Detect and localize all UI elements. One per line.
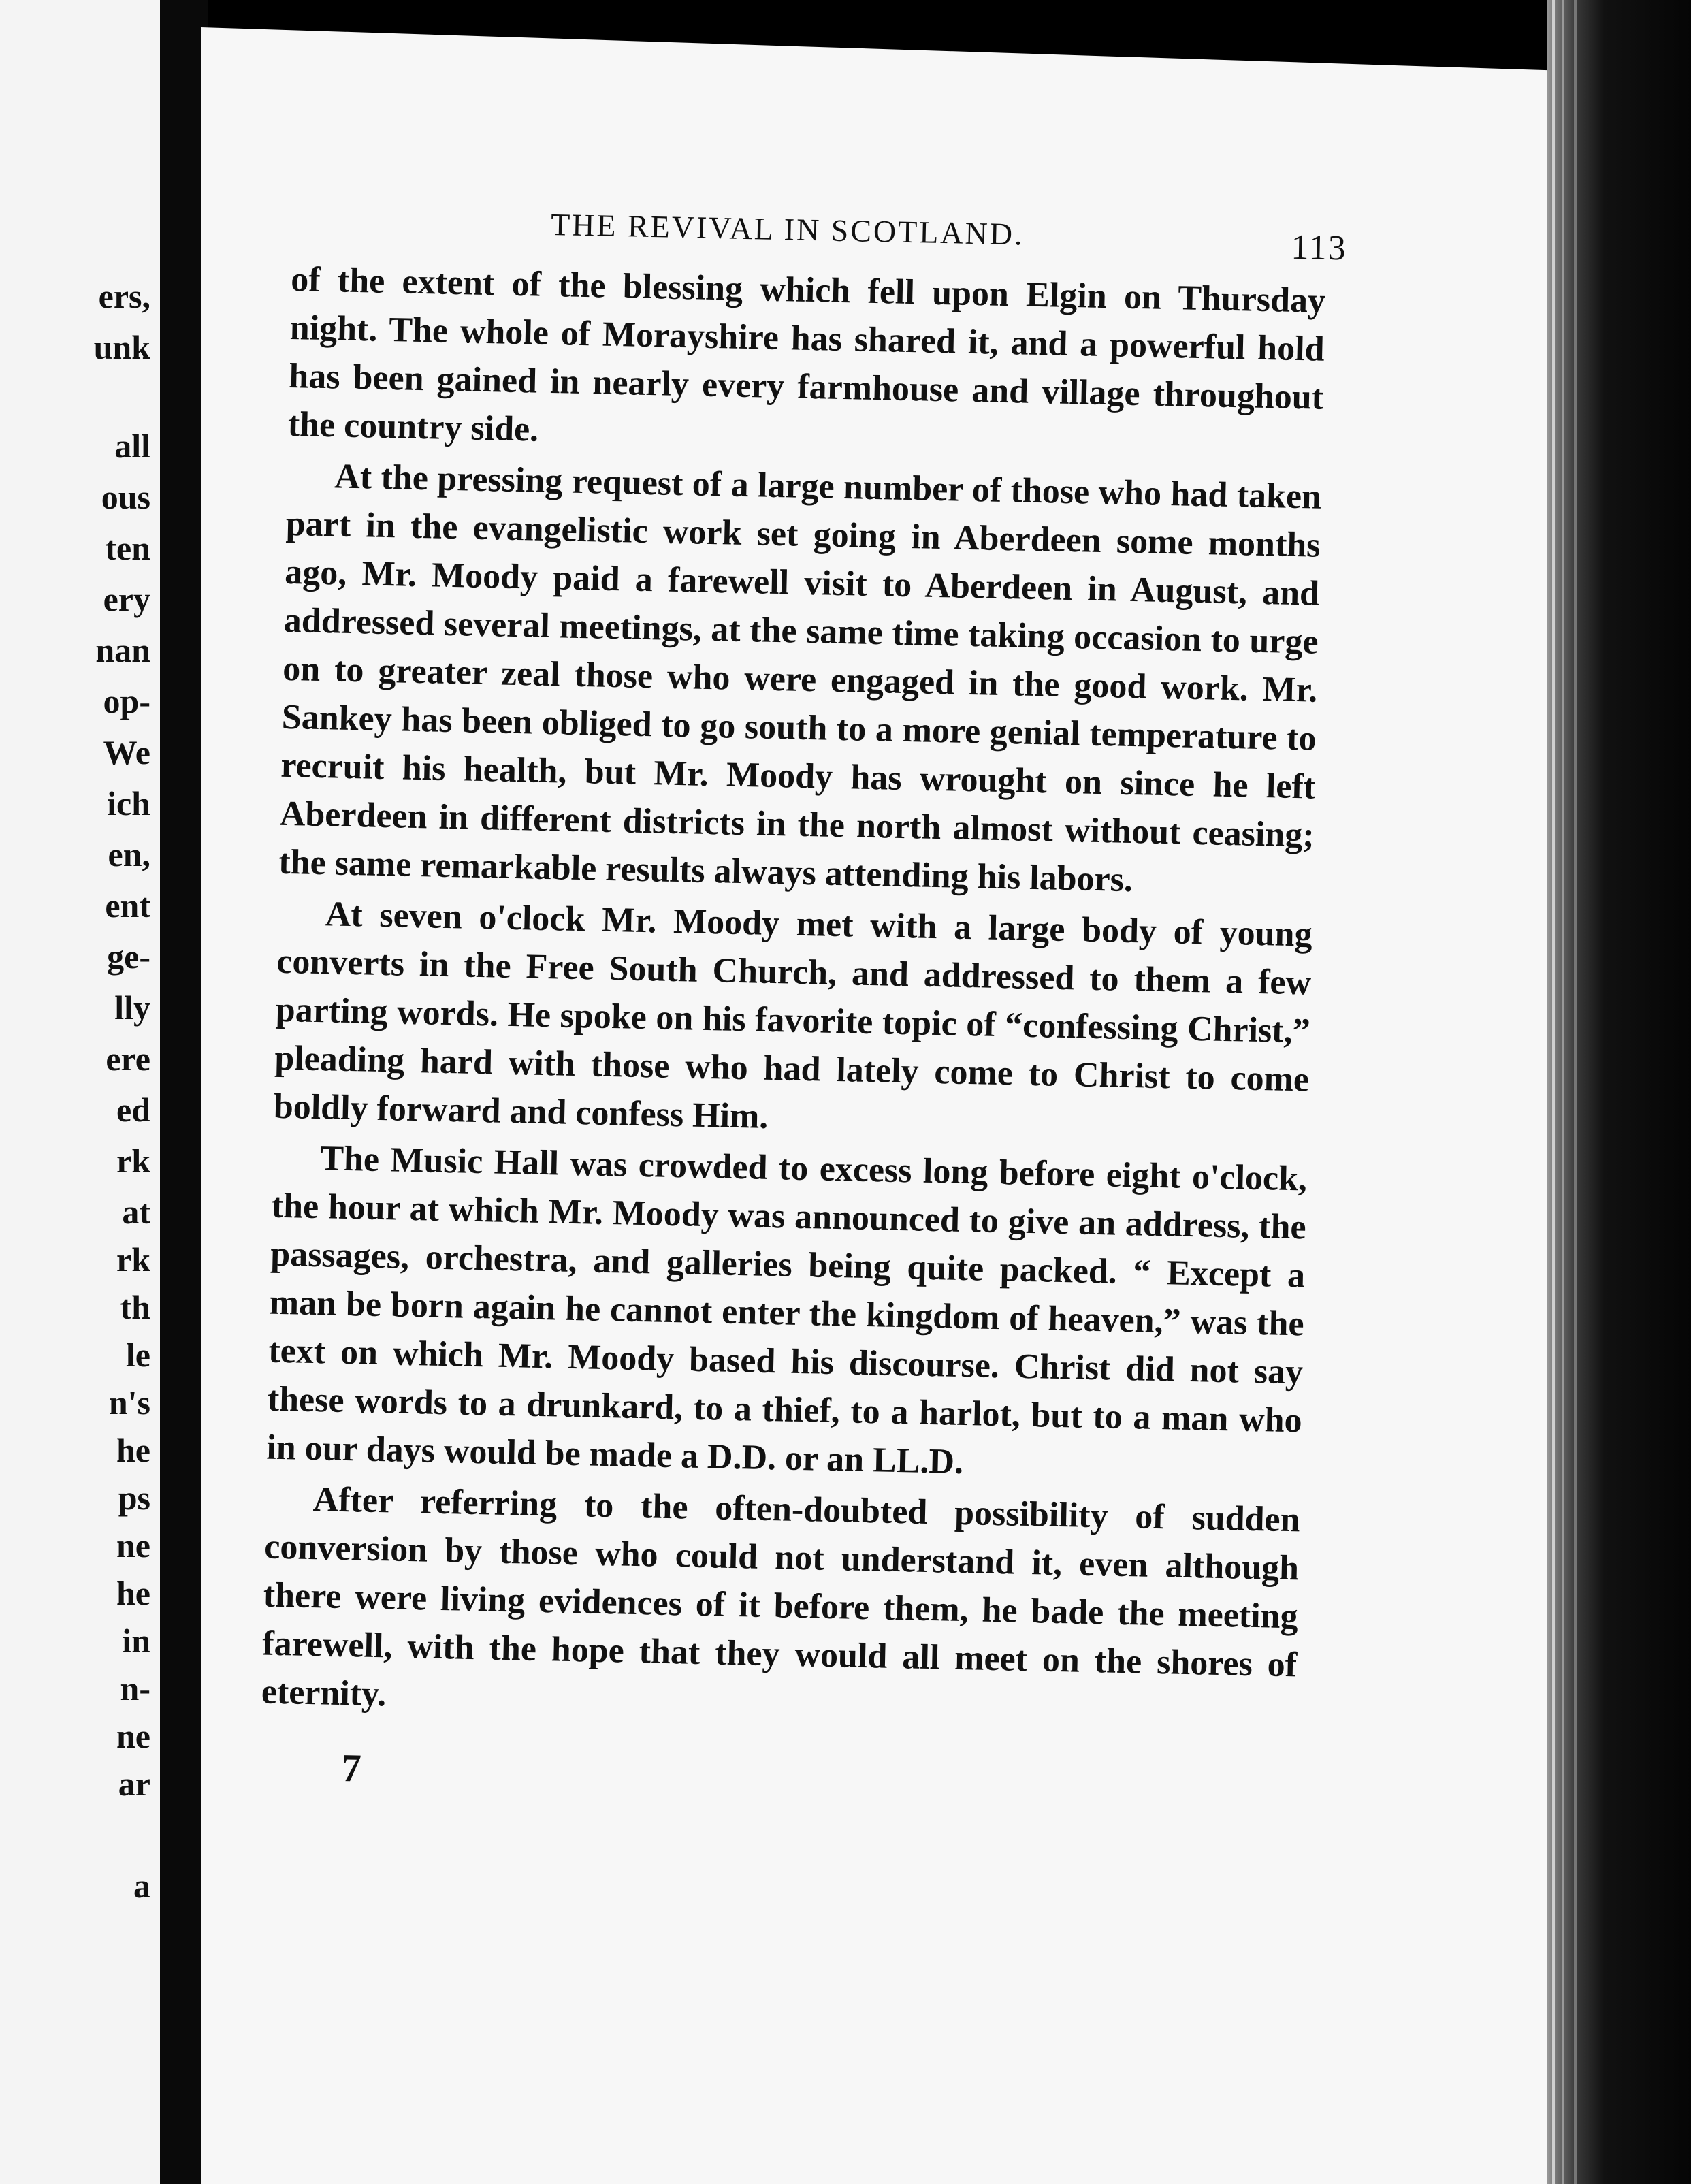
left-page-fragment: ery (103, 580, 150, 618)
left-page-fragment: he (116, 1574, 150, 1612)
left-page-fragment: lly (114, 989, 150, 1027)
paragraph-1: of the extent of the blessing which fell upon Elgin on Thursday night. The whole of Morayshire has shared it, and a powerful hold has been gained in nearly every farmhouse and village throughout the country side. (287, 259, 1326, 449)
left-page-fragment: n's (108, 1383, 150, 1422)
left-page-fragment: nan (95, 631, 150, 669)
paragraph-3: At seven o'clock Mr. Moody met with a large body of young converts in the Free South Church, and addressed to them a few parting words. He spoke on his favorite topic of “confessing Christ,” pleading hard with those who had lately come to Christ to come boldly forward and confess Him. (273, 895, 1313, 1136)
left-page-fragment: ps (118, 1479, 150, 1517)
left-page-fragment: ge- (107, 937, 150, 976)
running-title: THE REVIVAL IN SCOTLAND. (550, 206, 1025, 252)
left-page-fragment: unk (93, 328, 150, 366)
left-page-fragment: We (103, 733, 150, 771)
left-page-fragment: all (114, 427, 150, 465)
page-number: 113 (1291, 227, 1348, 268)
left-page-fragment: rk (116, 1240, 150, 1279)
page-edge-stack (1547, 0, 1691, 2184)
left-page-fragment: ne (116, 1526, 150, 1564)
left-page-fragment: th (120, 1288, 150, 1326)
left-page-fragment: ar (118, 1765, 150, 1803)
left-page-fragment: he (116, 1431, 150, 1469)
page-content (259, 194, 1348, 1810)
left-page-fragment: ten (105, 529, 150, 567)
left-page-fragment: ere (106, 1040, 150, 1078)
left-page-fragment: rk (116, 1142, 150, 1180)
left-page-fragment: n- (120, 1669, 150, 1707)
left-page-fragment: ent (105, 886, 150, 925)
paragraph-4: The Music Hall was crowded to excess long before eight o'clock, the hour at which Mr. Moody was announced to give an address, the passages, orchestra, and galleries being quite packed. “ Except a man be born again he cannot enter the kingdom of heaven,” was the text on which Mr. Moody based his discourse. Christ did not say these words to a drunkard, to a thief, to a harlot, but to a man who in our days would be made a D.D. or an LL.D. (265, 1139, 1308, 1482)
left-page-fragment: in (122, 1622, 150, 1660)
paragraph-2: At the pressing request of a large number of those who had taken part in the evangelistic work set going in Aberdeen some months ago, Mr. Moody paid a farewell visit to Aberdeen in August, and addressed several meetings, at the same time taking occasion to urge on to greater zeal those who were engaged in the good work. Mr. Sankey has been obliged to go south to a more genial temperature to recruit his health, but Mr. Moody has wrought on since he left Aberdeen in different districts in the north almost without ceasing; the same remarkable results always attending his labors. (278, 457, 1322, 900)
book-gutter (160, 0, 208, 2184)
left-page-fragment: ed (116, 1091, 150, 1129)
left-page-fragment: a (133, 1867, 150, 1905)
left-page-fragment: at (122, 1193, 150, 1231)
left-page-fragment: ers, (98, 277, 150, 315)
left-page-fragment: en, (108, 835, 150, 873)
signature-mark: 7 (340, 1746, 362, 1790)
previous-page-sliver (0, 0, 160, 2184)
left-page-fragment: ous (101, 478, 150, 516)
left-page-fragment: ne (116, 1717, 150, 1755)
left-page-fragment: le (125, 1336, 150, 1374)
left-page-fragment: ich (107, 784, 150, 822)
left-page-fragment: op- (103, 682, 150, 720)
paragraph-5: After referring to the often-doubted possibility of sudden conversion by those who could not understand it, even although there were living evidences of it before them, he bade the meeting farewell, with the hope that they would all meet on the shores of eternity. (261, 1480, 1301, 1714)
